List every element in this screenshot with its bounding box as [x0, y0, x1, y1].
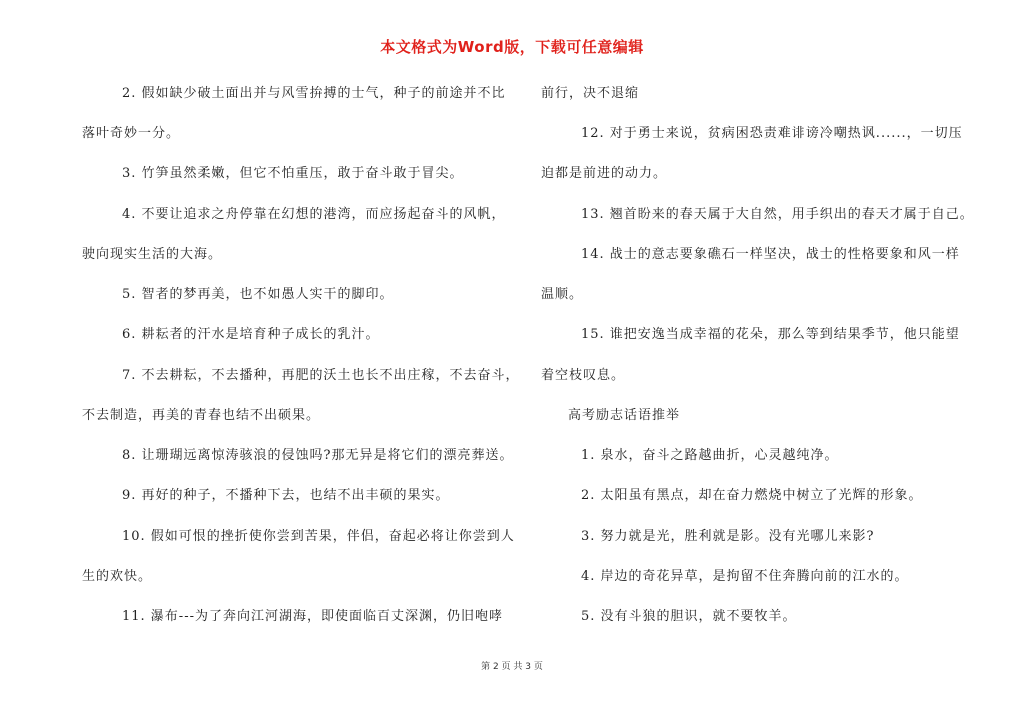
- text-line: 3. 竹笋虽然柔嫩，但它不怕重压，敢于奋斗敢于冒尖。: [122, 166, 464, 181]
- text-line: 不去制造，再美的青春也结不出硕果。: [82, 408, 321, 423]
- text-line: 8. 让珊瑚远离惊涛骇浪的侵蚀吗?那无异是将它们的漂亮葬送。: [122, 448, 514, 463]
- section-heading: 高考励志话语推举: [568, 408, 681, 423]
- document-banner: 本文格式为Word版，下载可任意编辑: [380, 38, 644, 56]
- text-line: 7. 不去耕耘，不去播种，再肥的沃土也长不出庄稼，不去奋斗，: [122, 368, 520, 383]
- page-number: 第 2 页 共 3 页: [481, 662, 543, 672]
- text-line: 5. 没有斗狼的胆识，就不要牧羊。: [581, 609, 797, 624]
- text-line: 11. 瀑布---为了奔向江河湖海，即使面临百丈深渊，仍旧咆哮: [122, 609, 503, 624]
- text-line: 12. 对于勇士来说，贫病困恐责难诽谤冷嘲热讽......，一切压: [581, 126, 963, 141]
- text-line: 2. 太阳虽有黑点，却在奋力燃烧中树立了光辉的形象。: [581, 488, 923, 503]
- text-line: 14. 战士的意志要象礁石一样坚决，战士的性格要象和风一样: [581, 247, 960, 262]
- text-line: 13. 翘首盼来的春天属于大自然，用手织出的春天才属于自己。: [581, 207, 974, 222]
- text-line: 2. 假如缺少破土面出并与风雪拚搏的士气，种子的前途并不比: [122, 86, 506, 101]
- text-line: 1. 泉水，奋斗之路越曲折，心灵越纯净。: [581, 448, 839, 463]
- text-line: 10. 假如可恨的挫折使你尝到苦果，伴侣，奋起必将让你尝到人: [122, 529, 515, 544]
- text-line: 温顺。: [541, 287, 584, 302]
- text-line: 4. 岸边的奇花异草，是拘留不住奔腾向前的江水的。: [581, 569, 909, 584]
- text-line: 5. 智者的梦再美，也不如愚人实干的脚印。: [122, 287, 394, 302]
- text-line: 生的欢快。: [82, 569, 153, 584]
- text-line: 驶向现实生活的大海。: [82, 247, 223, 262]
- text-line: 15. 谁把安逸当成幸福的花朵，那么等到结果季节，他只能望: [581, 327, 960, 342]
- text-line: 前行，决不退缩: [541, 86, 640, 101]
- text-line: 着空枝叹息。: [541, 368, 626, 383]
- text-line: 落叶奇妙一分。: [82, 126, 181, 141]
- text-line: 4. 不要让追求之舟停靠在幻想的港湾，而应扬起奋斗的风帆，: [122, 207, 506, 222]
- text-line: 9. 再好的种子，不播种下去，也结不出丰硕的果实。: [122, 488, 450, 503]
- text-line: 迫都是前进的动力。: [541, 166, 668, 181]
- text-line: 3. 努力就是光，胜利就是影。没有光哪儿来影?: [581, 529, 875, 544]
- text-line: 6. 耕耘者的汗水是培育种子成长的乳汁。: [122, 327, 380, 342]
